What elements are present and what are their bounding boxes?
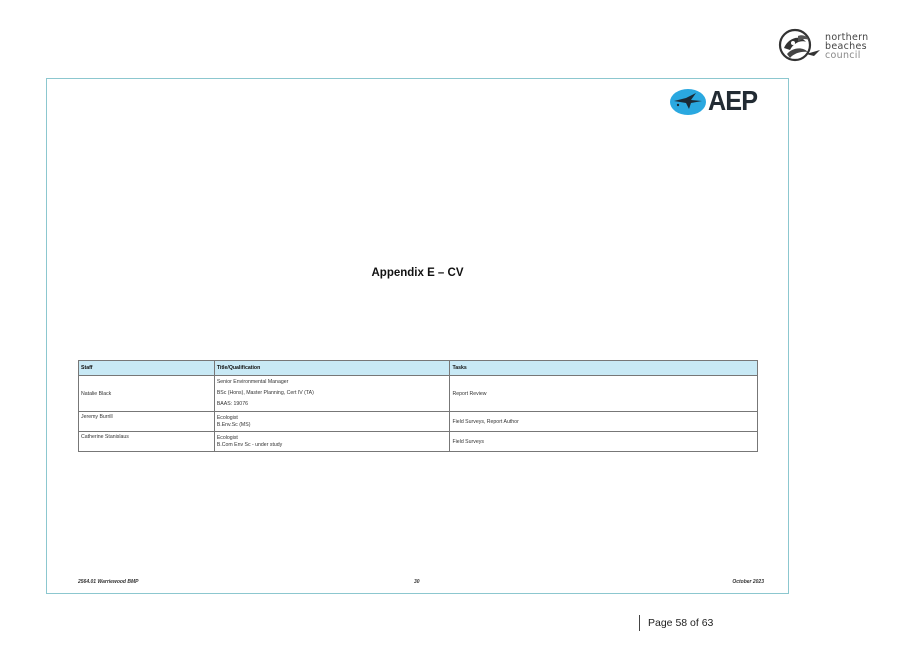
- table-row: [79, 376, 758, 412]
- appendix-title: Appendix E – CV: [371, 267, 464, 279]
- qualification-line: B.Com Env Sc - under study: [216, 441, 283, 448]
- footer-page-number: 30: [414, 579, 420, 585]
- aep-bird-icon: [669, 88, 707, 116]
- aep-wordmark: AEP: [708, 85, 758, 116]
- aep-logo: [669, 85, 759, 118]
- column-header-staff: Staff: [79, 361, 215, 376]
- council-emblem-icon: [778, 28, 822, 64]
- page-number: Page 58 of 63: [639, 615, 713, 631]
- cv-table: [78, 360, 758, 452]
- qualification-line: B.Env.Sc (MS): [216, 421, 251, 428]
- table-row: [79, 432, 758, 452]
- footer-document-id: 2564.01 Warriewood BMP: [78, 579, 139, 585]
- report-page: [46, 78, 789, 594]
- qualification-line: Senior Environmental Manager: [216, 379, 289, 385]
- staff-cell: Catherine Stanislaus: [79, 432, 215, 452]
- council-line-3: council: [825, 50, 861, 61]
- tasks-cell: Report Review: [450, 376, 758, 412]
- qualification-line: Ecologist: [216, 435, 238, 441]
- footer-date: October 2023: [732, 579, 764, 585]
- qualification-cell: [214, 412, 450, 432]
- tasks-cell: Field Surveys, Report Author: [450, 412, 758, 432]
- council-name: [825, 33, 869, 60]
- table-header-row: [79, 361, 758, 376]
- table-row: [79, 412, 758, 432]
- staff-cell: Natalie Black: [79, 376, 215, 412]
- qualification-line: BAAS: 19076: [216, 401, 248, 407]
- column-header-tasks: Tasks: [450, 361, 758, 376]
- qualification-cell: [214, 432, 450, 452]
- council-line-1: northern: [825, 32, 869, 43]
- staff-cell: Jeremy Burrill: [79, 412, 215, 432]
- qualification-cell: [214, 376, 450, 412]
- council-logo: [778, 28, 868, 68]
- column-header-title: Title/Qualification: [214, 361, 450, 376]
- council-line-2: beaches: [825, 41, 867, 52]
- qualification-line: BSc (Hons), Master Planning, Cert IV (TA): [216, 390, 314, 396]
- qualification-line: Ecologist: [216, 415, 238, 421]
- tasks-cell: Field Surveys: [450, 432, 758, 452]
